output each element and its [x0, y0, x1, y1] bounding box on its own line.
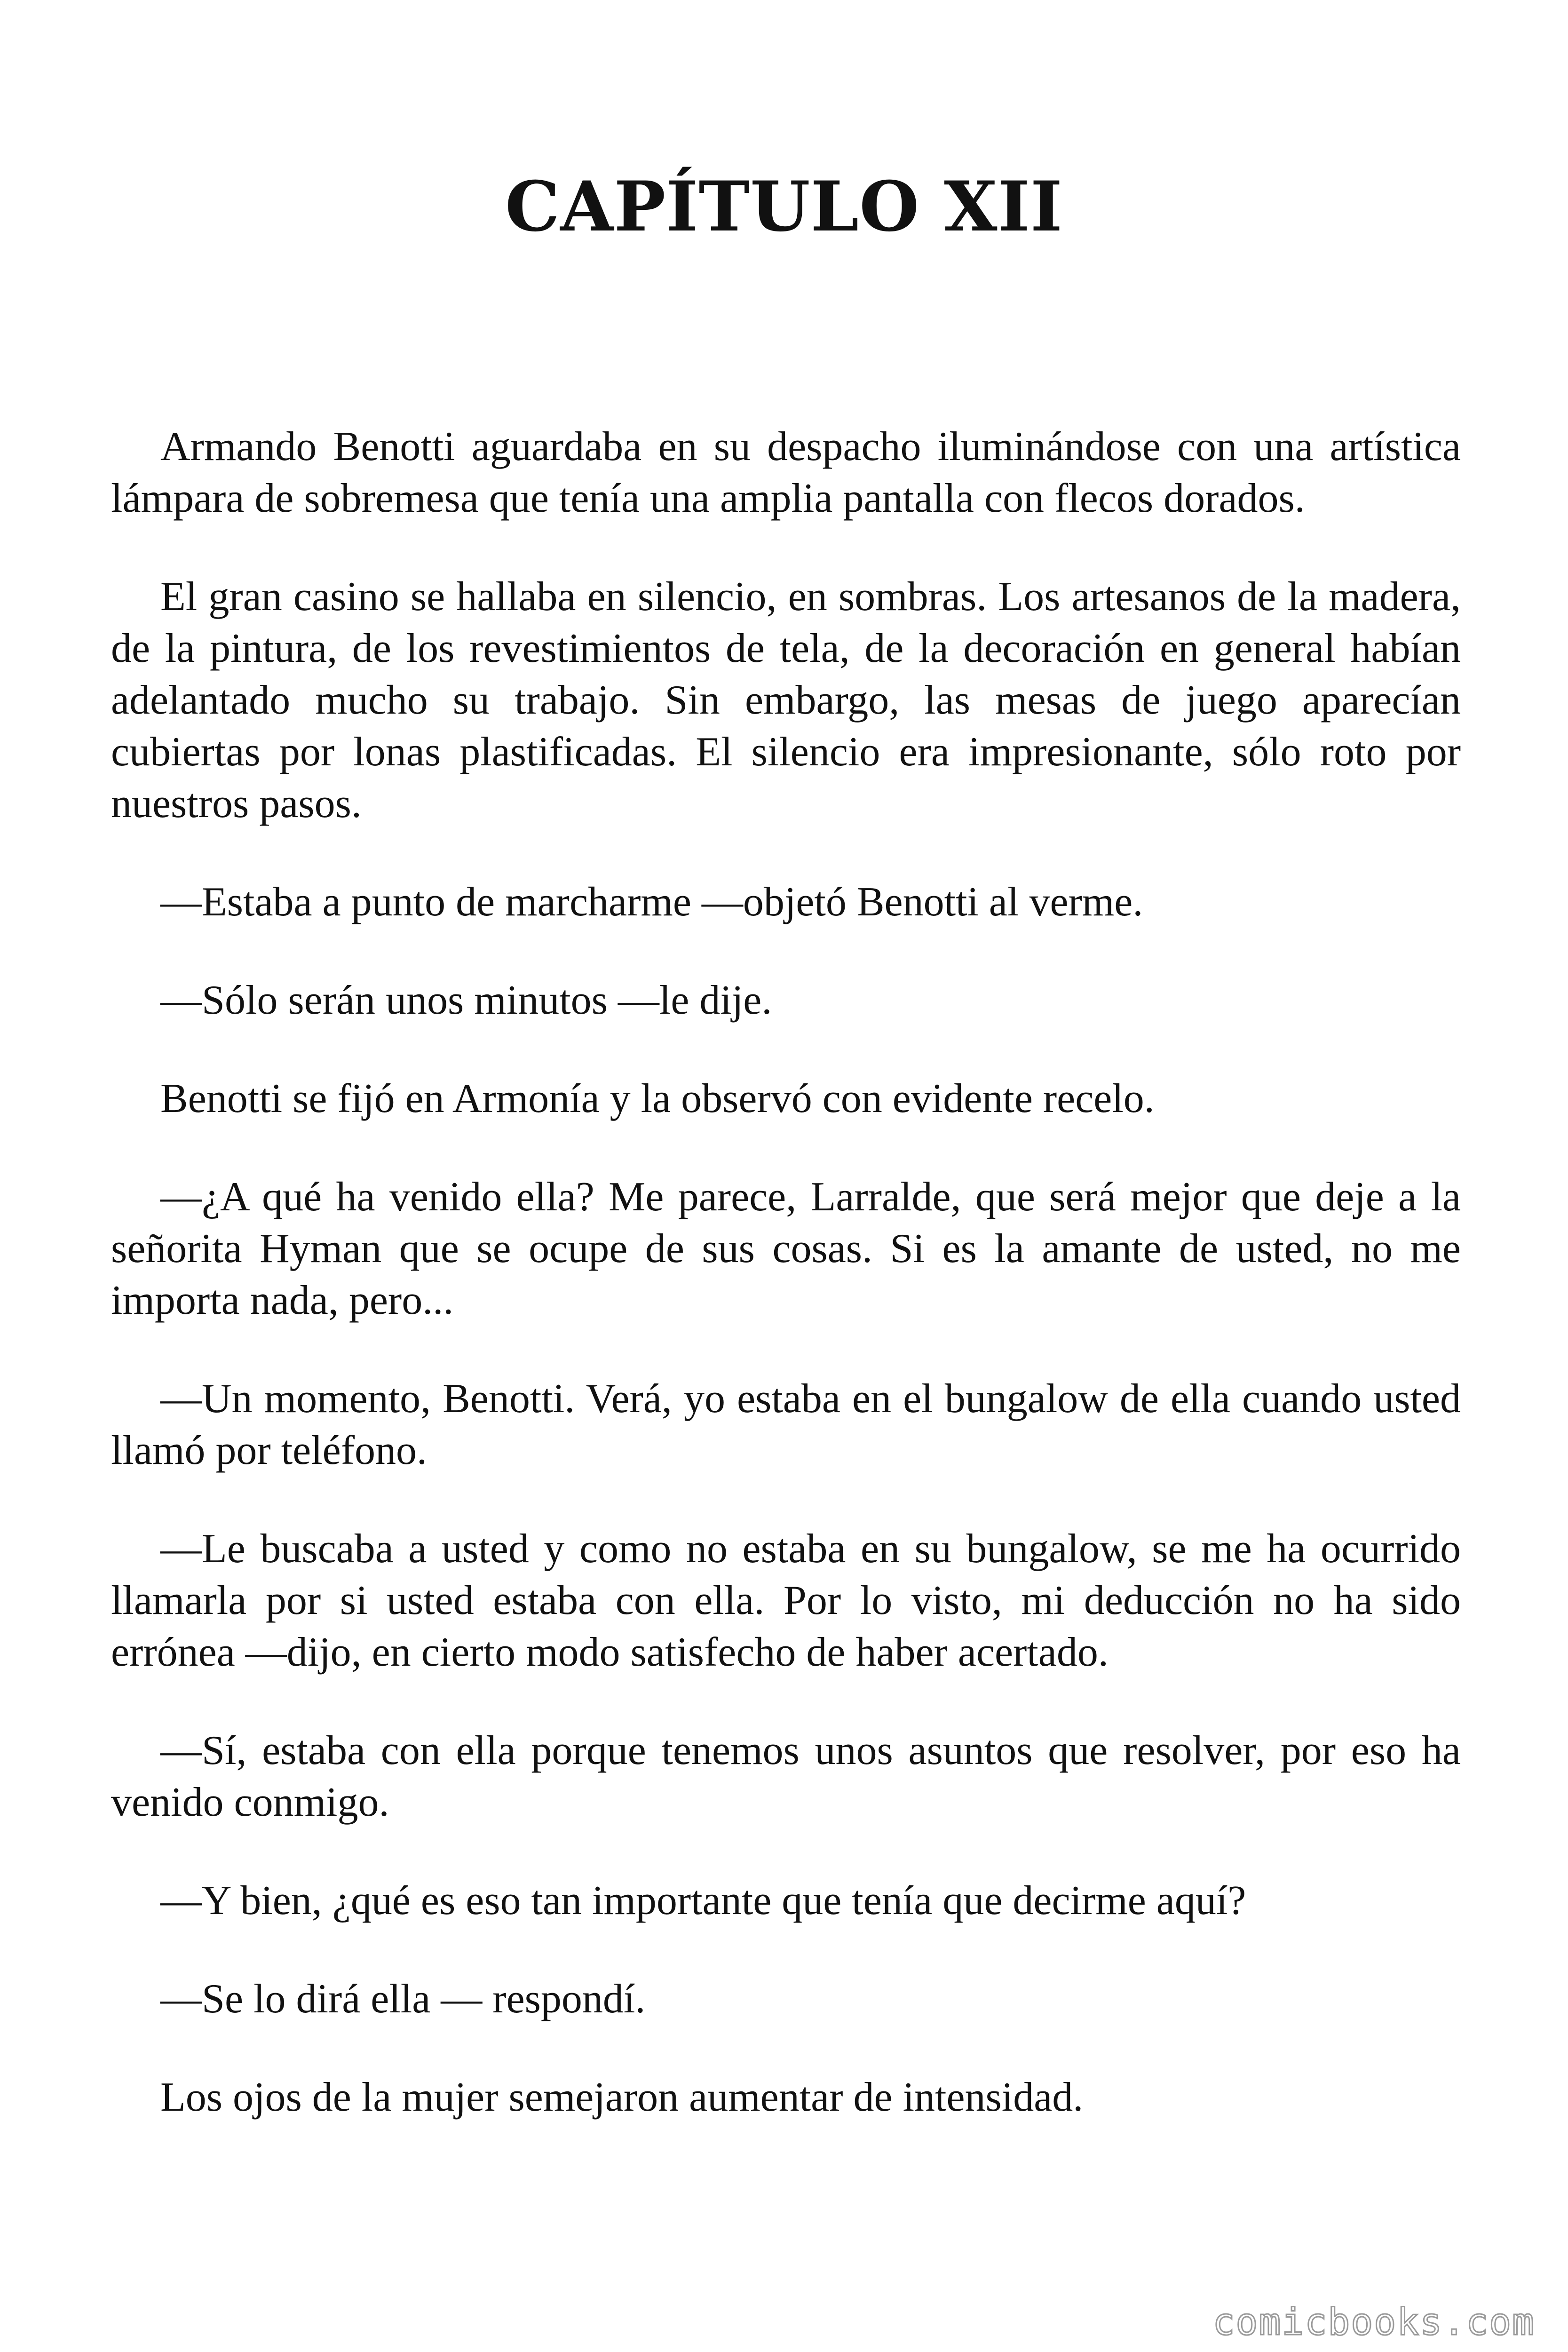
watermark: comicbooks.com — [1212, 2301, 1535, 2344]
paragraph: Benotti se fijó en Armonía y la observó con evidente recelo. — [160, 1076, 1155, 1121]
dialogue-line: —¿A qué ha venido ella? Me parece, Larralde, que será mejor que deje a la señorita Hyman que se ocupe de sus cosas. Si es la amante de usted, no me importa nada, pero... — [111, 1174, 1461, 1323]
paragraph: Los ojos de la mujer semejaron aumentar de intensidad. — [160, 2074, 1084, 2120]
dialogue-line: —Sí, estaba con ella porque tenemos unos asuntos que resolver, por eso ha venido conmigo. — [111, 1728, 1461, 1825]
dialogue-line: —Se lo dirá ella — respondí. — [160, 1976, 646, 2022]
chapter-title: CAPÍTULO XII — [505, 167, 1063, 247]
dialogue-line: —Un momento, Benotti. Verá, yo estaba en el bungalow de ella cuando usted llamó por teléfono. — [111, 1376, 1461, 1473]
chapter-body — [111, 421, 1461, 2170]
dialogue-line: —Estaba a punto de marcharme —objetó Benotti al verme. — [160, 879, 1143, 925]
dialogue-line: —Le buscaba a usted y como no estaba en su bungalow, se me ha ocurrido llamarla por si usted estaba con ella. Por lo visto, mi deducción no ha sido errónea —dijo, en cierto modo satisfecho de haber acertado. — [111, 1526, 1461, 1675]
dialogue-line: —Sólo serán unos minutos —le dije. — [160, 977, 772, 1023]
paragraph: Armando Benotti aguardaba en su despacho iluminándose con una artística lámpara de sobremesa que tenía una amplia pantalla con flecos dorados. — [111, 424, 1461, 521]
paragraph: El gran casino se hallaba en silencio, en sombras. Los artesanos de la madera, de la pintura, de los revestimientos de tela, de la decoración en general habían adelantado mucho su trabajo. Sin embargo, las mesas de juego aparecían cubiertas por lonas plastificadas. El silencio era impresionante, sólo roto por nuestros pasos. — [111, 574, 1461, 826]
dialogue-line: —Y bien, ¿qué es eso tan importante que tenía que decirme aquí? — [160, 1878, 1246, 1923]
